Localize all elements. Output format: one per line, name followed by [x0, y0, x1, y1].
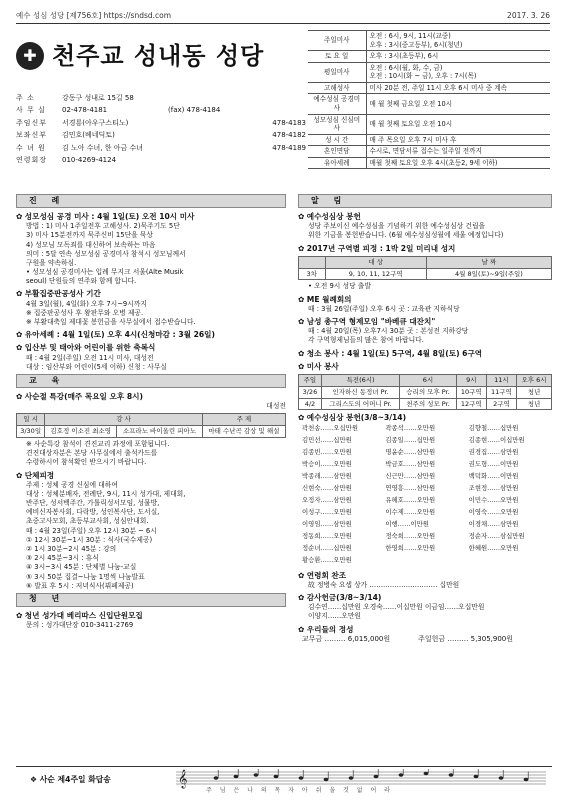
- table-cell: 9, 10, 11, 12구역: [325, 268, 426, 280]
- mass-type: 성모성심 신심미사: [308, 114, 366, 134]
- table-cell: 그리스도의 어머니 Pr.: [321, 398, 399, 410]
- donor-item: 정동희……오만원: [302, 531, 352, 540]
- notice-line: • 성모성심 공경미사는 입례 무지크 서울(Alte Musik: [26, 268, 184, 277]
- contact-row: [16, 117, 306, 130]
- lecture-table: [16, 413, 286, 438]
- mass-row: [308, 62, 550, 82]
- contact-row: [16, 92, 306, 105]
- notice-title: ✿ 부활집중판공성사 기간: [16, 289, 286, 299]
- notice-line: 4월 3일(월), 4일(화) 오후 7시~9시까지: [26, 299, 147, 308]
- notice-title: ✿ ME 월례회의: [298, 295, 552, 305]
- offering-amount: 교무금 ……… 6,015,000원: [302, 634, 391, 643]
- music-note: [424, 772, 429, 775]
- lecture-place: 대성전: [266, 402, 286, 411]
- mass-row: [308, 134, 550, 146]
- donor-item: [469, 556, 552, 568]
- notice-line: • 오전 9시 성당 출발: [308, 282, 371, 291]
- mass-row: [308, 51, 550, 63]
- donor-item: 신근만……삼만원: [385, 471, 436, 480]
- mass-type: 예수성심 공경미사: [308, 94, 366, 114]
- table-header: 날 짜: [426, 256, 551, 268]
- table-cell: 4월 8일(토)~9일(주일): [426, 268, 551, 280]
- music-note: [324, 778, 329, 781]
- retreat-table: [298, 256, 552, 281]
- notice-line: ① 12시 30분~1시 30분 : 식사(국수제공): [26, 535, 153, 544]
- notice-line: 주제 : 성체 공경 신심에 대하여: [26, 480, 118, 489]
- contact-value: 010-4269-4124: [62, 156, 117, 165]
- notice-title: ✿ 유아세례 : 4월 1일(토) 오후 4시(신청마감 : 3월 26일): [16, 330, 286, 340]
- music-note: [299, 776, 304, 779]
- contact-value: 김 노아 수녀, 한 아금 수녀: [62, 143, 143, 152]
- issue-date: 2017. 3. 26: [507, 10, 550, 20]
- table-cell: 3차: [299, 268, 326, 280]
- contact-row: [16, 130, 306, 143]
- donor-item: 신현숙……삼만원: [302, 483, 352, 492]
- notice-line: 때 : 4월 23일(주일) 오후 12시 30분 ~ 6시: [26, 526, 157, 535]
- donor-item: 이수제……오만원: [385, 507, 436, 516]
- mass-schedule-table: [308, 30, 550, 169]
- table-header: 9시: [456, 375, 486, 387]
- table-header: 오후 6시: [516, 375, 551, 387]
- mass-time-line: 미사 20분 전, 주일 11시 오후 6시 미사 중 계속: [369, 83, 507, 92]
- section-header: 교 육: [16, 374, 286, 388]
- music-note: [374, 775, 379, 778]
- donor-item: 이민수……오만원: [468, 495, 519, 504]
- notice-line: 3) 미사 15분전까지 묵주신비 15단을 묵상: [26, 231, 153, 240]
- donor-item: 조현정……삼만원: [468, 483, 519, 492]
- notice-line: 방법 : 1) 미사 1주일전후 고해성사. 2)묵주기도 5단: [26, 222, 180, 231]
- table-cell: 청년: [516, 398, 551, 410]
- notice-line: 구원을 약속하심.: [26, 258, 77, 267]
- table-header: [299, 256, 326, 268]
- music-note: [499, 776, 504, 779]
- mass-row: [308, 82, 550, 94]
- donor-item: 김종현……이십만원: [468, 435, 525, 444]
- mass-type: 토 요 일: [308, 51, 366, 63]
- contact-list: [16, 92, 306, 167]
- donor-item: 유헤호……오만원: [385, 495, 436, 504]
- table-cell: 3/26: [299, 386, 322, 398]
- mass-times: [366, 94, 550, 114]
- table-cell: 천주의 성모 Pr.: [400, 398, 456, 410]
- table-header: 주 제: [202, 414, 285, 426]
- donor-item: 오정자……삼만원: [302, 495, 352, 504]
- music-note: [274, 775, 279, 778]
- table-cell: 4/2: [299, 398, 322, 410]
- mass-type: 혼인면담: [308, 146, 366, 158]
- notice-title: ✿ 우리들의 정성: [298, 625, 552, 635]
- top-bar: [16, 10, 550, 24]
- table-cell: 김호정 이소진 최소영: [45, 426, 117, 438]
- notice-line: 때 : 4월 20일(목) 오후7시 30분 곳 : 본성전 지하강당: [308, 327, 469, 336]
- notice-line: 문의 : 성가대단장 010-3411-2769: [26, 621, 134, 630]
- notice-line: 초중고사모회, 초등부교사회, 성심안내회.: [26, 517, 149, 526]
- music-note: [254, 773, 259, 776]
- donor-item: 김종일……십만원: [385, 435, 436, 444]
- mass-times: [366, 146, 550, 158]
- donor-item: [385, 556, 468, 568]
- table-header: 강 사: [45, 414, 202, 426]
- table-cell: 2구역: [486, 398, 516, 410]
- notice-line: 반주단, 성서백주간, 가톨릭성서모임, 성물방,: [26, 499, 160, 508]
- notice-line: 대상 : 임산부와 어린이(5세 이하) 신청 : 사무실: [26, 362, 167, 371]
- mass-times: [366, 31, 550, 51]
- table-cell: 12구역: [456, 398, 486, 410]
- psalm-bar: [16, 766, 552, 796]
- table-row: [299, 268, 552, 280]
- section-header: 청 년: [16, 593, 286, 607]
- table-header: 11시: [486, 375, 516, 387]
- table-cell: 소프라노 바이올린 피아노: [117, 426, 203, 438]
- notice-line: 故 정병숙 요셉 상가 ………………………… 십만원: [308, 580, 460, 589]
- donor-item: 곽종석……오만원: [385, 423, 436, 432]
- donor-item: 권도형……이만원: [468, 459, 519, 468]
- music-note: [399, 773, 404, 776]
- mass-times: [366, 134, 550, 146]
- mass-times: [366, 51, 550, 63]
- mass-row: [308, 146, 550, 158]
- notice-title: ✿ 청소 봉사 : 4월 1일(토) 5구역, 4월 8일(토) 6구역: [298, 349, 552, 359]
- section-header: 알 림: [298, 194, 552, 208]
- contact-number: 478-4182: [272, 131, 306, 140]
- notice-line: 4) 성모님 모독죄를 대신하여 보속하는 마음: [26, 240, 156, 249]
- mass-type: 유아세례: [308, 157, 366, 169]
- mass-row: [308, 94, 550, 114]
- donor-item: 한영희……오만원: [385, 543, 436, 552]
- mass-type: 주일미사: [308, 31, 366, 51]
- table-cell: 인자하신 동정녀 Pr.: [321, 386, 399, 398]
- notice-title: ✿ 단체피정: [16, 471, 286, 481]
- donor-list: [298, 424, 552, 568]
- donor-item: 백덕화……이만원: [468, 471, 519, 480]
- table-row: [299, 386, 552, 398]
- contact-number: 478-4189: [272, 143, 306, 152]
- donor-item: 이경채……삼만원: [468, 519, 519, 528]
- header: [16, 30, 306, 190]
- notice-line: ② 1시 30분~2시 45분 : 강의: [26, 544, 117, 553]
- table-row: [299, 398, 552, 410]
- notice-title: ✿ 미사 봉사: [298, 362, 552, 372]
- contact-value: 강동구 성내로 15길 58: [62, 93, 134, 102]
- notice-line: 김수연……십만원 오경숙……이십만원 이금임……오십만원: [308, 603, 485, 612]
- notice-line: ⑤ 3시 50분 집결~나눔 1명씩 나눔발표: [26, 572, 145, 581]
- mass-type: 평일미사: [308, 62, 366, 82]
- mass-time-line: 오전 : 10시(화 ~ 금), 오후 : 7시(목): [369, 72, 477, 81]
- contact-number: 478-4183: [272, 118, 306, 127]
- mass-time-line: 매월 첫째 토요일 오후 4시(초등2, 9세 이하): [369, 158, 498, 167]
- notice-title: ✿ 연령회 찬조: [298, 571, 552, 581]
- notice-line: 성당 주보이신 예수성심을 기념하기 위한 예수성심상 건립을: [308, 222, 486, 231]
- mass-row: [308, 157, 550, 169]
- donor-item: 박승이……오만원: [302, 459, 352, 468]
- notice-title: ✿ 2017년 구역별 피정 : 1박 2일 미리내 성지: [298, 244, 552, 254]
- mass-time-line: 오전 : 6시, 9시, 11시(교중): [369, 32, 451, 40]
- contact-label: 사 무 실: [16, 106, 46, 115]
- notice-line: 의미 : 5달 연속 성모성심 공경미사 참석시 성모님께서: [26, 249, 186, 258]
- table-header-row: [299, 375, 552, 387]
- donor-item: 김민선……십만원: [302, 435, 352, 444]
- notice-line: ③ 2시 45분~3시 : 휴식: [26, 554, 99, 563]
- mass-time-line: 오후 : 3시(초등부), 6시: [369, 52, 439, 61]
- table-cell: 마태 수난곡 감상 및 해설: [202, 426, 285, 438]
- notice-line: 위한 기금을 봉헌받습니다. (6월 예수성심성월에 세울 예정입니다): [308, 231, 504, 240]
- table-header-row: [299, 256, 552, 268]
- mass-time-line: 수시로, 면담서류 접수는 일주일 전까지: [369, 147, 482, 156]
- table-header: 6시: [400, 375, 456, 387]
- music-note: [524, 778, 529, 781]
- mass-times: [366, 157, 550, 169]
- table-header: 특전(6시): [321, 375, 399, 387]
- donor-item: 이성구……오만원: [302, 507, 352, 516]
- mass-times: [366, 62, 550, 82]
- notice-line: ④ 3시~3시 45분 : 단체별 나눔-교실: [26, 563, 137, 572]
- contact-fax: (fax) 478-4184: [168, 106, 221, 115]
- issue-info: 예수 성심 성당 [제756호] https://sndsd.com: [16, 10, 172, 20]
- notice-title: ✿ 예수성심상 봉헌: [298, 212, 552, 222]
- donor-item: 명윤순……삼만원: [385, 447, 436, 456]
- notice-title: ✿ 성모성심 공경 미사 : 4월 1일(토) 오전 10시 미사: [16, 212, 286, 222]
- notice-title: ✿ 사순절 특강(매주 목요일 오후 8시): [16, 392, 286, 402]
- donor-item: 박금호……삼만원: [385, 459, 436, 468]
- parish-logo-icon: ✚: [16, 42, 44, 70]
- notice-line: 때 : 3월 26일(주일) 오후 6시 곳 : 교육관 지하식당: [308, 304, 460, 313]
- contact-label: 수 녀 원: [16, 143, 46, 152]
- contact-value: 서경룡(아우구스티노): [62, 118, 129, 127]
- mass-time-line: 매 월 첫째 토요일 오전 10시: [369, 119, 453, 128]
- notice-line: seoul) 단원들의 연주와 함께 합니다.: [26, 277, 137, 286]
- contact-value: 02-478-4181: [62, 106, 108, 115]
- donor-item: 정숙희……오만원: [385, 531, 436, 540]
- section-header: 진 례: [16, 194, 286, 208]
- contact-row: [16, 105, 306, 118]
- parish-title: 천주교 성내동 성당: [52, 40, 265, 70]
- music-note: [474, 775, 479, 778]
- notice-title: ✿ 입산부 및 태아와 어린이를 위한 축복식: [16, 343, 286, 353]
- contact-label: 주 소: [16, 93, 35, 102]
- music-note: [349, 776, 354, 779]
- table-cell: 10구역: [456, 386, 486, 398]
- contact-value: 김민호(베네딕토): [62, 131, 115, 140]
- mass-time-line: 오전 : 6시(월, 화, 수, 금): [369, 63, 443, 72]
- mass-time-line: 매 월 첫째 금요일 오전 10시: [369, 99, 453, 108]
- donor-item: 정순녀……십만원: [302, 543, 352, 552]
- notice-line: ⑥ 발표 후 5시 : 저녁식사(뷔페제공): [26, 581, 134, 590]
- right-column: [298, 192, 552, 644]
- table-row: [17, 426, 286, 438]
- table-cell: 11구역: [486, 386, 516, 398]
- donor-item: 김종빈……오만원: [302, 447, 352, 456]
- left-column: [16, 192, 286, 630]
- table-cell: 3/30일: [17, 426, 45, 438]
- donor-item: 연영흥……삼만원: [385, 483, 436, 492]
- mass-row: [308, 31, 550, 51]
- notice-title: ✿ 청년 성가대 베리따스 신입단원모집: [16, 611, 286, 621]
- notice-line: 예비신자봉사회, 다락방, 성인복사단, 도서실,: [26, 508, 160, 517]
- contact-label: 보좌신부: [16, 131, 48, 140]
- psalm-lyrics: 주 님 은 나 의 목 자 아 쉬 울 것 없 어 라: [206, 787, 393, 794]
- mass-times: [366, 114, 550, 134]
- music-note: [234, 775, 239, 778]
- psalm-title: ❖ 사순 제4주일 화답송: [30, 775, 111, 784]
- donor-item: 이영임……삼만원: [302, 519, 352, 528]
- notice-line: ※ 부활대축일 제대꽃 봉헌금을 사무실에서 접수받습니다.: [26, 318, 196, 327]
- table-header: 일 시: [17, 414, 45, 426]
- notice-line: 때 : 4월 2일(주일) 오전 11시 미사, 대성전: [26, 353, 154, 362]
- notice-title: ✿ 예수성심상 봉헌(3/8~3/14): [298, 413, 552, 423]
- table-header-row: [17, 414, 286, 426]
- notice-line: 수령하시어 참석확인 받으시기 바랍니다.: [26, 458, 147, 467]
- mass-times: [366, 82, 550, 94]
- donor-item: 정순자……삼십만원: [468, 531, 525, 540]
- svg-text:𝄞: 𝄞: [178, 769, 188, 788]
- table-header: 주일: [299, 375, 322, 387]
- notice-line: 대상 : 성체분배자, 전례단, 9시, 11시 성가대, 제대회,: [26, 489, 186, 498]
- music-note: [449, 773, 454, 776]
- mass-time-line: 매 주 목요일 오후 7시 미사 후: [369, 135, 457, 144]
- table-cell: 청년: [516, 386, 551, 398]
- offering-amount: 주일헌금 ……… 5,305,900원: [418, 634, 514, 643]
- donor-item: 박종래……삼만원: [302, 471, 352, 480]
- mass-type: 고해성사: [308, 82, 366, 94]
- notice-line: 견진대상자분은 본당 사무실에서 출석카드를: [26, 449, 158, 458]
- notice-line: 각 구역형제님들의 많은 참여 바랍니다.: [308, 336, 424, 345]
- offering-totals: [298, 635, 552, 644]
- notice-title: ✿ 남성 총구역 형제모임 "바베큐 대잔치": [298, 317, 552, 327]
- notice-title: ✿ 감사헌금(3/8~3/14): [298, 593, 552, 603]
- mass-time-line: 오후 : 3시(중고등부), 6시(청년): [369, 40, 463, 49]
- notice-line: 이양지……오만원: [308, 612, 361, 621]
- contact-label: 주임신부: [16, 118, 48, 127]
- donor-item: 황승환……오만원: [302, 555, 352, 564]
- donor-item: 한혜원……오만원: [468, 543, 519, 552]
- contact-label: 연령회장: [16, 156, 48, 165]
- donor-item: 이행……이만원: [385, 519, 429, 528]
- mass-service-table: [298, 374, 552, 410]
- donor-item: 권경집……삼만원: [468, 447, 519, 456]
- donor-item: 곽천송……오십만원: [302, 423, 358, 432]
- lecture-place-line: [16, 402, 286, 411]
- notice-line: ※ 집중판공성사 후 왕판무와 오병 제공.: [26, 308, 144, 317]
- notice-line: ※ 사순특강 참석이 견진교리 과정에 포함됩니다.: [26, 440, 170, 449]
- table-cell: 승리의 모후 Pr.: [400, 386, 456, 398]
- table-header: 대 상: [325, 256, 426, 268]
- donor-item: 이영숙……오만원: [468, 507, 519, 516]
- contact-row: [16, 155, 306, 168]
- mass-row: [308, 114, 550, 134]
- music-note: [214, 776, 219, 779]
- mass-type: 성 시 간: [308, 134, 366, 146]
- donor-item: 김향철……십만원: [468, 423, 519, 432]
- contact-row: [16, 142, 306, 155]
